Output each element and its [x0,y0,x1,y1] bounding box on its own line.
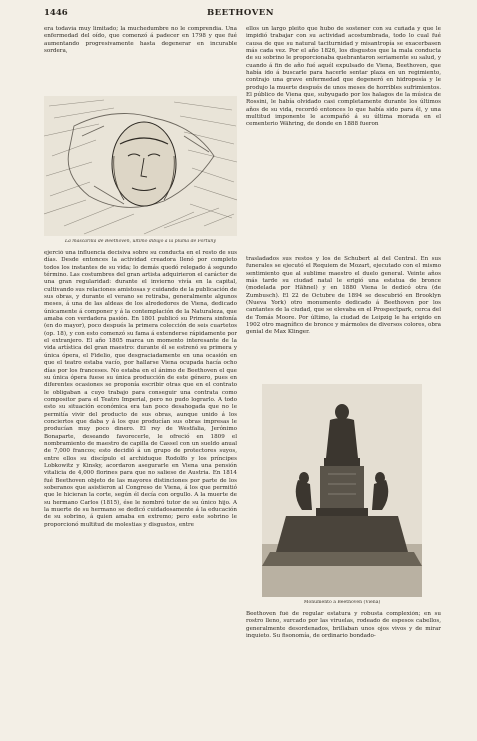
column-right-top [246,26,441,252]
paragraph: ellos un largo pleito que hubo de sostener con su cuñada y que le impidió trabajar con su actividad acostumbrada, todo lo cual fué causa de que su natural taciturnidad y misantropía se exacerbasen más cada vez. Por el año 1826, los disgustos que la mala conducta de su sobrino le proporcionaba quebrantaron seriamente su salud, y cuando á fin de año fué aquél expulsado de Viena, Beethoven, que había ido á buscarle para hacerle sentar plaza en un regimiento, contrajo una grave enfermedad que degeneró en hidropesía y le produjo la muerte después de unos meses de horribles sufrimientos. El público de Viena que, subyugado por los halagos de la música de Rossini, le había olvidado casi completamente durante los últimos años de su vida, recordó entonces lo que había sido para él, y una multitud imponente le acompañó á su última morada en el cementerio Währing, de donde en 1888 fueron [246,26,441,128]
death-mask-illustration [44,96,237,236]
column-left-top [44,26,237,92]
monument-drawing [262,384,422,597]
column-left-main [44,250,237,732]
paragraph: trasladados sus restos y los de Schubert al del Central. En sus funerales se ejecutó el Requiem de Mozart, ejecutado con el mismo sentimiento que al sublime maestro el duelo general. Veinte años más tarde su ciudad natal le erigió una estatua de bronce (modelada por Hähnel) y en 1880 Viena le dedicó otra (de Zumbusch). El 22 de Octubre de 1894 se descubrió en Brooklyn (Nueva York) otro monumento dedicado á Beethoven por los cantantes de la ciudad, que se elevaba en el Prospectpark, cerca del de Tomás Moore. Por último, la ciudad de Leipzig le ha erigido en 1902 otro magnífico de bronce y mármoles de diversos colores, obra genial de Max Klinger. [246,256,441,336]
paragraph: era todavía muy limitado; la muchedumbre no le comprendía. Una enfermedad del oído, que comenzó á padecer en 1798 y que fué aumentando progresivamente hasta degenerar en incurable sordera, [44,26,237,55]
death-mask-caption: La mascarilla de Beethoven, último dibujo á la pluma de Fortuny [65,239,216,244]
page-header [44,8,437,22]
monument-photo [262,384,422,597]
page-number: 1446 [44,8,68,18]
column-right-mid [246,256,441,379]
monument-caption: Monumento á Beethoven (Viena) [303,600,381,605]
column-right-bottom [246,611,441,733]
paragraph: ejerció una influencia decisiva sobre su conducta en el resto de sus días. Desde entonces la actividad creadora llenó por completo todos los instantes de su vida; lo demás quedó relegado á segundo término. Las costumbres del gran artista adquirieron el carácter de una gran regularidad: durante el invierno vivía en la capital, cultivando sus relaciones amistosas y cuidando de la publicación de sus obras, y durante el verano se retiraba, generalmente algunos meses, á una de las aldeas de los alrededores de Viena, dedicado únicamente á componer y á la contemplación de la Naturaleza, que amaba con verdadera pasión. En 1801 publicó su Primera sinfonía (en do mayor), poco después la primera colección de seis cuartetos (op. 18), y con esto comenzó su fama á extenderse rápidamente por el extranjero. El año 1805 marca un momento interesante de la vida artística del gran maestro: durante él se estrenó su primera y única ópera, el Fidelio, que desgraciadamente en una ocasión en que el teatro estaba vacío, por hallarse Viena ocupada hacía ocho días por los franceses. No estaba en el ánimo de Beethoven el que su única ópera fuese su única producción de este género, pues en diferentes ocasiones se proponía escribir otras que en el contrato le obligaban a cuyo trabajo para conseguir una contrata como compositor para el Teatro Imperial, pero no pudo lograrlo. A todo esto su situación económica era tan poco desahogada que no le permitía vivir del producto de sus obras, aunque unido á los conciertos que daba y á los que producían sus obras impresas le producían muy poco dinero. El rey de Westfalia, Jerónimo Bonaparte, deseando favorecerle, le ofreció en 1809 el nombramiento de maestro de capilla de Cassel con un sueldo anual de 7,000 francos; esto decidió á un grupo de protectores suyos, entre ellos su discípulo el archiduque Rodolfo y los príncipes Lobkowitz y Kinsky, acordaron asegurarle en Viena una pensión vitalicia de 4,000 florines para que no saliese de Austria. En 1814 fué Beethoven objeto de las mayores distinciones por parte de los soberanos que asistieron al Congreso de Viena, á los que permitió que le hicieran la corte, según él decía con orgullo. A la muerte de su hermano Carlos (1815), ése le nombró tutor de su único hijo. A la muerte de su hermano se dedicó cuidadosamente á la educación de su sobrino, á quien amaba en extremo; pero este sobrino le proporcionó multitud de molestias y disgustos, entre [44,250,237,528]
paragraph: Beethoven fué de regular estatura y robusta complexión; en su rostro lleno, surcado por las viruelas, rodeado de espesos cabellos, generalmente desordenados, brillaban unos ojos vivos y de mirar inquieto. Su fisonomía, de ordinario bondado- [246,611,441,640]
death-mask-drawing [44,96,237,236]
running-title: BEETHOVEN [206,8,275,18]
